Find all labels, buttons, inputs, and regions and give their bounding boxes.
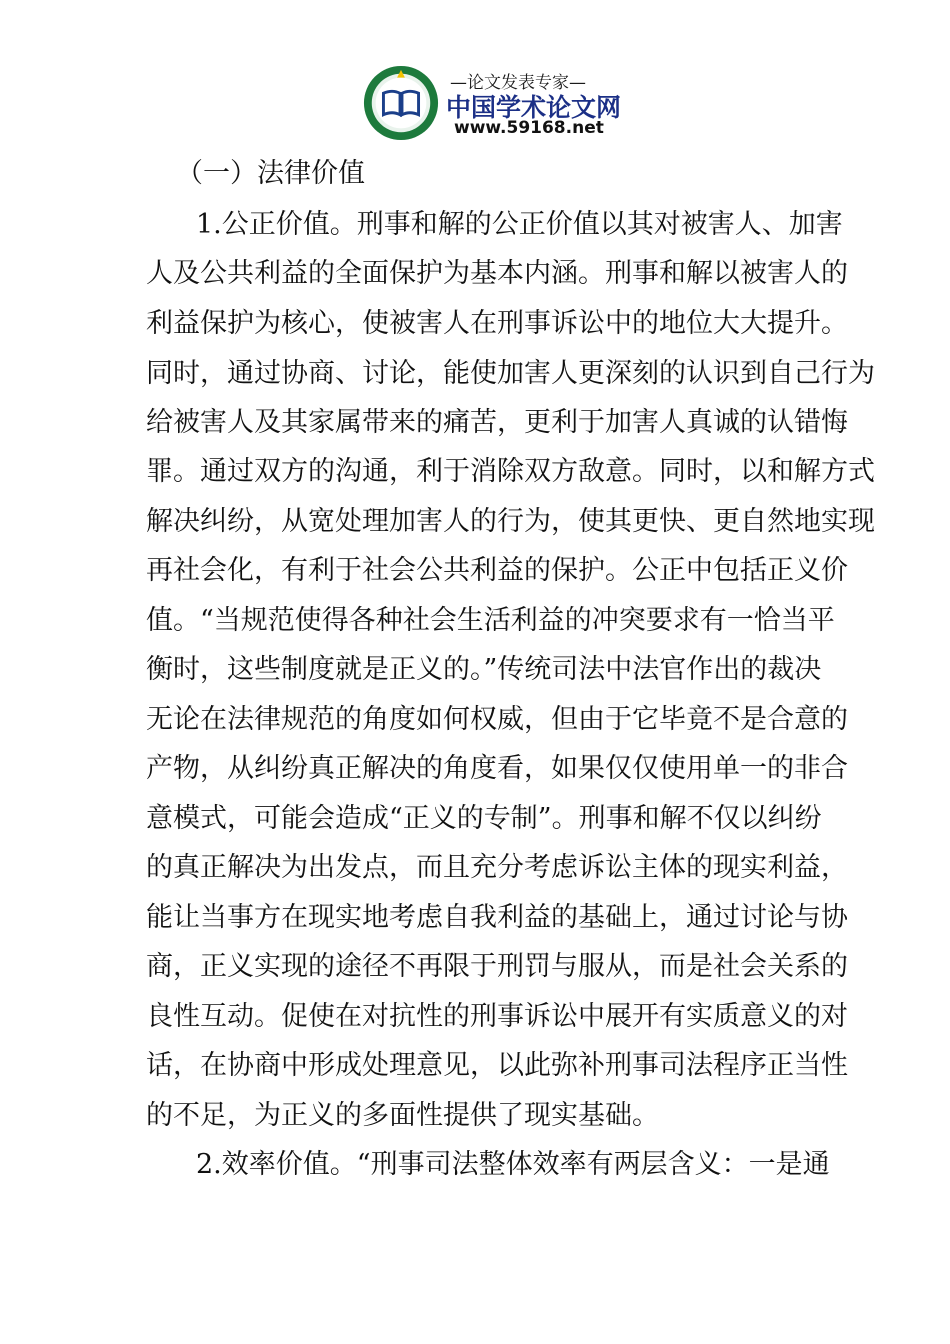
paragraph-line: 话，在协商中形成处理意见，以此弥补刑事司法程序正当性: [146, 1050, 848, 1081]
paragraph-line: 良性互动。促使在对抗性的刑事诉讼中展开有实质意义的对: [146, 1001, 848, 1032]
paragraph-line: 2.效率价值。“刑事司法整体效率有两层含义：一是通: [196, 1149, 830, 1180]
paragraph-line: 解决纠纷，从宽处理加害人的行为，使其更快、更自然地实现: [146, 506, 875, 537]
logo-slogan: —论文发表专家—: [450, 73, 586, 93]
paragraph-line: 商，正义实现的途径不再限于刑罚与服从，而是社会关系的: [146, 951, 848, 982]
paragraph-line: 利益保护为核心，使被害人在刑事诉讼中的地位大大提升。: [146, 308, 848, 339]
paragraph-line: 人及公共利益的全面保护为基本内涵。刑事和解以被害人的: [146, 258, 848, 289]
paragraph-line: 产物，从纠纷真正解决的角度看，如果仅仅使用单一的非合: [146, 753, 848, 784]
paragraph-line: 同时，通过协商、讨论，能使加害人更深刻的认识到自己行为: [146, 358, 875, 389]
paragraph-line: 意模式，可能会造成“正义的专制”。刑事和解不仅以纠纷: [146, 803, 822, 834]
logo-site-name: 中国学术论文网: [446, 93, 622, 122]
paragraph-line: 的不足，为正义的多面性提供了现实基础。: [146, 1100, 659, 1131]
paragraph-line: 衡时，这些制度就是正义的。”传统司法中法官作出的裁决: [146, 654, 822, 685]
book-globe-icon: [362, 64, 440, 142]
paragraph-line: 的真正解决为出发点，而且充分考虑诉讼主体的现实利益，: [146, 852, 848, 883]
paragraph-line: 能让当事方在现实地考虑自我利益的基础上，通过讨论与协: [146, 902, 848, 933]
paragraph-line: 值。“当规范使得各种社会生活利益的冲突要求有一恰当平: [146, 605, 835, 636]
paragraph-line: 1.公正价值。刑事和解的公正价值以其对被害人、加害: [196, 209, 843, 240]
paragraph-line: 无论在法律规范的角度如何权威，但由于它毕竟不是合意的: [146, 704, 848, 735]
paragraph-line: 给被害人及其家属带来的痛苦，更利于加害人真诚的认错悔: [146, 407, 848, 438]
site-logo: [362, 62, 622, 142]
paragraph-line: 再社会化，有利于社会公共利益的保护。公正中包括正义价: [146, 555, 848, 586]
logo-url: www.59168.net: [454, 118, 604, 138]
section-heading: （一）法律价值: [176, 158, 365, 189]
paragraph-line: 罪。通过双方的沟通，利于消除双方敌意。同时，以和解方式: [146, 456, 875, 487]
